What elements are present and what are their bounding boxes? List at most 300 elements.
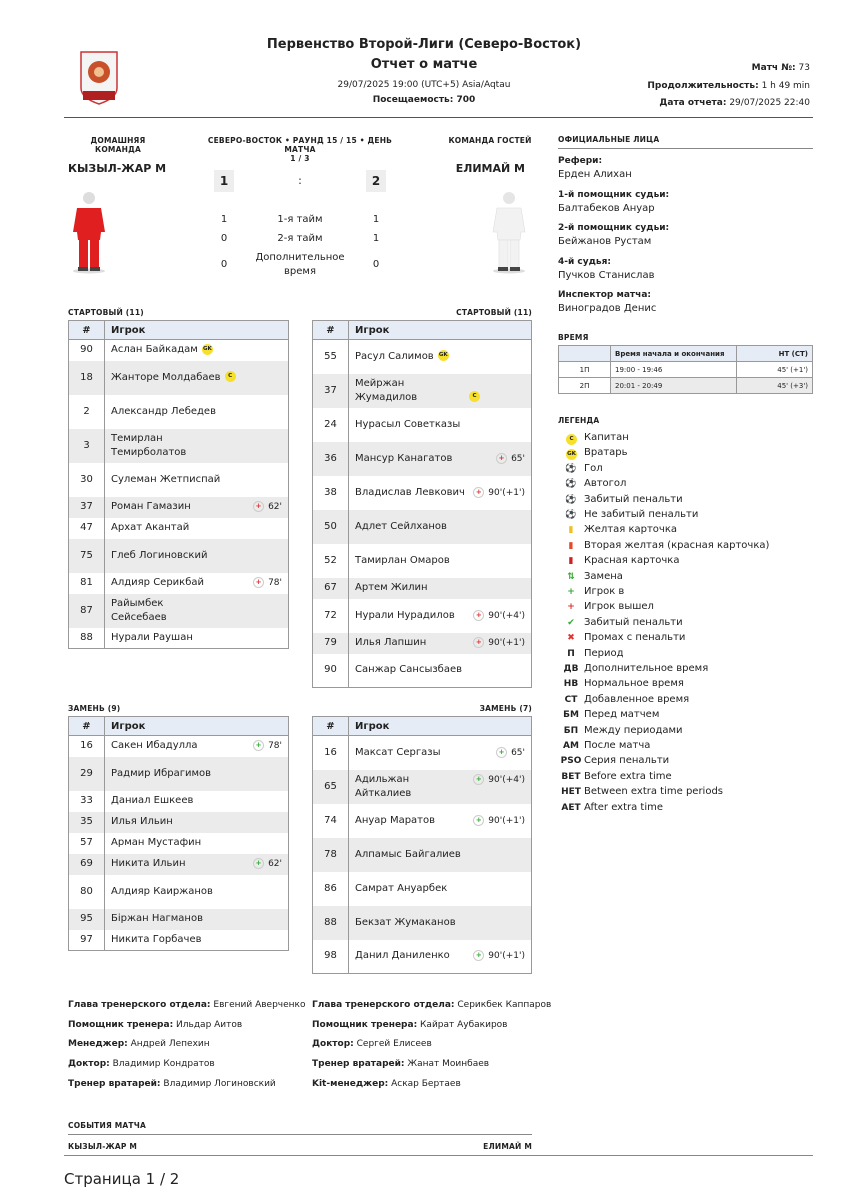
player-name: Никита Ильин [111,858,186,869]
legend-label: Вратарь [584,447,628,459]
player-number: 38 [313,476,349,510]
legend-item [560,492,683,507]
extra-time-abbr: ДВ [563,664,579,674]
staff-entry [312,1000,551,1020]
legend-label: Желтая карточка [584,524,677,536]
staff-role: Доктор: [68,1059,110,1070]
player-number: 52 [313,544,349,578]
legend-item [560,553,679,568]
player-name: Мансур Канагатов [355,452,453,464]
events-divider [68,1134,532,1135]
sub-in-event [253,857,282,871]
player-number: 90 [69,340,105,361]
legend-title: ЛЕГЕНДА [558,416,600,425]
player-cell [105,854,289,875]
player-name: Нурасыл Советказы [355,418,461,430]
legend-label: Серия пенальти [584,755,670,767]
player-number: 87 [69,594,105,628]
period-away-score: 1 [372,214,380,225]
official-entry [558,156,669,190]
page-number: Страница 1 / 2 [64,1170,180,1188]
sub-out-event [496,452,525,466]
legend-item [560,784,723,799]
staff-entry [68,1059,305,1079]
sub-minute: 90'(+4') [488,774,525,785]
player-number: 67 [313,578,349,599]
goalkeeper-icon: GK [438,350,449,361]
player-number: 2 [69,395,105,429]
sub-out-event [253,576,282,590]
player-row [313,476,532,510]
legend-label: Не забитый пенальти [584,509,699,520]
staff-name: Владимир Логиновский [163,1078,276,1089]
player-row [313,770,532,804]
sub-minute: 65' [511,747,525,758]
period-abbr: П [567,648,575,659]
player-cell [349,442,532,476]
player-row [313,906,532,940]
officials-title: ОФИЦИАЛЬНЫЕ ЛИЦА [558,135,660,144]
player-cell [105,628,289,649]
penalty-scored-icon: ✔ [567,617,575,628]
legend-item [560,769,672,784]
time-ht: 45' (+3') [737,378,813,394]
player-row [69,463,289,497]
player-cell [349,633,532,654]
between-periods-abbr: БП [563,725,579,736]
player-cell [105,539,289,573]
home-team-name: КЫЗЫЛ-ЖАР М [68,162,167,175]
player-cell [349,940,532,974]
player-name: Адлет Сейлханов [355,520,447,532]
player-cell [349,838,532,872]
player-name: Илья Ильин [111,816,173,827]
player-name: Аслан Байкадам [111,344,198,356]
period-home-score: 1 [220,214,228,225]
staff-role: Глава тренерского отдела: [68,1000,211,1010]
player-name: Бекзат Жумаканов [355,916,456,928]
legend-label: Красная карточка [584,555,680,567]
legend-label: Дополнительное время [584,663,709,674]
player-number: 37 [69,497,105,518]
sub-out-event [473,486,525,500]
player-out-icon: + [253,501,264,512]
player-row [69,573,289,594]
official-name: Балтабеков Ануар [558,202,655,214]
added-time-abbr: СТ [564,694,578,705]
col-num: # [69,717,105,736]
player-name: Артем Жилин [355,582,428,593]
home-starting-table [68,320,289,649]
player-row [69,854,289,875]
player-cell [105,812,289,833]
player-cell [105,736,289,757]
staff-entry [68,1020,305,1040]
player-number: 69 [69,854,105,875]
player-number: 36 [313,442,349,476]
het-abbr: HET [561,787,581,798]
player-in-icon: + [496,747,507,758]
round-info: СЕВЕРО-ВОСТОК • РАУНД 15 / 15 • ДЕНЬ МАТЧА 1 / 3 [207,136,393,163]
legend-label: Забитый пенальти [584,616,683,628]
sub-in-event [473,949,525,963]
away-score: 2 [366,170,386,192]
player-row [69,930,289,951]
officials-divider [558,148,813,149]
legend-item [560,630,685,645]
player-row [69,594,289,628]
score-separator: : [298,174,302,187]
player-name: Санжар Сансызбаев [355,664,463,676]
staff-entry [312,1059,551,1079]
period-label: 1-я тайм [277,214,323,225]
player-cell [105,757,289,791]
legend-item [560,707,659,722]
player-number: 88 [313,906,349,940]
col-player: Игрок [105,717,289,736]
official-role: Рефери: [558,156,603,166]
sub-in-event [253,739,282,753]
yellow-card-icon: ▮ [568,525,574,536]
player-row [69,497,289,518]
staff-entry [68,1039,305,1059]
player-out-icon: + [473,637,484,648]
player-row [313,599,532,633]
staff-role: Kit-менеджер: [312,1078,389,1089]
staff-name: Кайрат Аубакиров [420,1019,508,1030]
legend-label: Гол [584,462,603,474]
player-in-icon: + [253,740,264,751]
player-out-icon: + [567,602,575,613]
sub-minute: 62' [268,859,282,869]
player-cell [105,497,289,518]
player-row [313,838,532,872]
period-label: Дополнительное время [255,252,345,277]
away-subs-table [312,716,532,974]
staff-entry [68,1000,305,1020]
player-cell [349,872,532,906]
col-time: Время начала и окончания [611,346,737,362]
player-row [69,909,289,930]
legend-item [560,522,677,537]
player-row [313,736,532,770]
normal-time-abbr: НВ [563,679,579,690]
player-name: Даниал Ешкеев [111,795,194,806]
player-number: 18 [69,361,105,395]
player-cell [105,361,289,395]
events-title: СОБЫТИЯ МАТЧА [68,1121,146,1130]
time-title: ВРЕМЯ [558,333,589,342]
legend-label: Автогол [584,478,627,490]
period-away-score: 0 [372,259,380,270]
player-in-icon: + [473,815,484,826]
player-cell [349,736,532,770]
player-number: 24 [313,408,349,442]
home-staff [68,1000,305,1098]
legend-label: Забитый пенальти [584,493,683,505]
player-number: 3 [69,429,105,463]
player-cell [105,594,289,628]
col-num: # [69,321,105,340]
player-cell [105,833,289,854]
player-out-icon: + [253,577,264,588]
legend-label: Игрок вышел [584,601,654,613]
player-number: 90 [313,654,349,688]
match-datetime: 29/07/2025 19:00 (UTC+5) Asia/Aqtau [337,80,511,90]
player-cell [349,770,532,804]
player-in-icon: + [567,587,575,597]
player-number: 37 [313,374,349,408]
legend-label: Промах с пенальти [584,632,686,644]
player-number: 47 [69,518,105,539]
official-name: Виноградов Денис [558,303,657,314]
player-name: Нурали Нурадилов [355,609,455,621]
player-name: Алпамыс Байгалиев [355,848,461,860]
player-cell [349,906,532,940]
legend-item [560,430,629,445]
time-period: 1П [559,362,611,378]
legend-item [560,692,689,707]
away-starting-table [312,320,532,688]
sub-minute: 62' [268,502,282,512]
official-entry [558,223,669,257]
player-number: 98 [313,940,349,974]
away-kit [488,188,530,278]
legend-label: Между периодами [584,724,683,736]
col-num: # [313,717,349,736]
staff-name: Евгений Аверченко [213,1000,306,1010]
legend-item [560,476,626,491]
captain-icon: C [225,371,236,382]
staff-role: Тренер вратарей: [68,1078,161,1089]
player-number: 57 [69,833,105,854]
player-in-icon: + [253,858,264,869]
sub-minute: 65' [511,453,525,464]
match-duration: Продолжительность: 1 h 49 min [647,81,810,91]
player-row [69,812,289,833]
player-row [313,654,532,688]
player-cell [349,340,532,374]
player-name: Сакен Ибадулла [111,740,198,752]
player-name: Никита Горбачев [111,933,202,945]
events-home-team: КЫЗЫЛ-ЖАР М [68,1142,138,1151]
legend-label: Before extra time [584,770,672,782]
home-subs-label: ЗАМЕНЬ (9) [68,704,121,713]
sub-in-event [473,773,525,787]
sub-minute: 90'(+1') [488,487,525,498]
player-name: Расул Салимов [355,350,434,362]
official-role: Инспектор матча: [558,290,651,300]
staff-entry [312,1039,551,1059]
staff-entry [68,1079,305,1099]
player-name: Архат Акантай [111,522,190,533]
sub-minute: 90'(+1') [488,951,525,962]
legend-label: After extra time [584,801,664,813]
player-number: 35 [69,812,105,833]
player-number: 50 [313,510,349,544]
player-name: Алдияр Каиржанов [111,885,213,897]
player-row [69,875,289,909]
legend-item [560,538,769,553]
player-row [69,628,289,649]
player-cell [105,340,289,361]
col-player: Игрок [105,321,289,340]
player-cell [105,463,289,497]
player-number: 79 [313,633,349,654]
officials-list [558,156,669,324]
player-number: 55 [313,340,349,374]
staff-role: Помощник тренера: [312,1019,418,1030]
player-row [69,791,289,812]
goal-icon: ⚽ [565,463,577,474]
player-row [69,395,289,429]
legend-label: Вторая желтая (красная карточка) [584,539,770,551]
player-number: 86 [313,872,349,906]
player-row [313,510,532,544]
penalty-goal-icon: ⚽ [565,494,577,505]
player-cell [105,573,289,594]
official-role: 2-й помощник судьи: [558,223,670,233]
player-cell [349,578,532,599]
away-team-name: ЕЛИМАЙ М [455,162,525,175]
player-row [69,518,289,539]
player-number: 75 [69,539,105,573]
goalkeeper-icon: GK [202,344,213,355]
player-name: Роман Гамазин [111,501,191,512]
goalkeeper-icon: GK [566,449,577,460]
player-name: Темирлан Темирболатов [111,432,187,458]
col-player: Игрок [349,717,532,736]
home-team-label: ДОМАШНЯЯ КОМАНДА [90,136,146,154]
player-cell [105,518,289,539]
second-yellow-icon: ▮ [568,540,574,551]
player-name: Райымбек Сейсебаев [111,597,167,623]
sub-minute: 90'(+4') [488,610,525,621]
player-cell [105,429,289,463]
player-row [313,872,532,906]
player-number: 33 [69,791,105,812]
official-entry [558,290,669,324]
sub-minute: 90'(+1') [488,815,525,826]
player-number: 29 [69,757,105,791]
player-name: Нурали Раушан [111,631,193,643]
before-match-abbr: БМ [563,710,579,721]
bet-abbr: BET [561,771,581,782]
official-role: 1-й помощник судьи: [558,189,670,200]
official-role: 4-й судья: [558,256,611,267]
player-row [69,757,289,791]
staff-role: Доктор: [312,1039,354,1050]
staff-name: Аскар Бертаев [391,1078,461,1089]
player-name: Тамирлан Омаров [355,554,450,566]
player-cell [349,804,532,838]
penalty-miss-icon: ✖ [567,633,575,644]
away-subs-label: ЗАМЕНЬ (7) [479,704,532,713]
penalty-missed-icon: ⚽ [565,510,577,520]
report-title: Отчет о матче [370,57,478,72]
player-row [313,940,532,974]
official-name: Бейжанов Рустам [558,236,652,247]
substitution-icon: ⇅ [567,571,575,582]
legend-item [560,507,698,522]
legend-label: Добавленное время [584,693,690,705]
time-table [558,345,813,394]
sub-out-event [473,636,525,650]
staff-entry [312,1079,551,1099]
official-entry [558,190,669,224]
home-starting-label: СТАРТОВЫЙ (11) [68,308,144,317]
period-label: 2-я тайм [277,233,323,244]
sub-minute: 90'(+1') [488,638,525,648]
player-number: 65 [313,770,349,804]
staff-name: Сергей Елисеев [356,1039,432,1050]
player-name: Александр Лебедев [111,405,216,417]
player-row [313,442,532,476]
player-number: 78 [313,838,349,872]
player-row [313,374,532,408]
player-cell [105,395,289,429]
player-name: Біржан Нагманов [111,913,203,924]
player-number: 72 [313,599,349,633]
after-match-abbr: АМ [563,741,579,751]
attendance: Посещаемость: 700 [372,95,476,105]
staff-name: Андрей Лепехин [130,1039,210,1050]
legend-item [560,569,623,584]
away-staff [312,1000,551,1098]
staff-name: Жанат Моинбаев [407,1059,490,1070]
sub-out-event [473,609,525,623]
player-number: 95 [69,909,105,930]
legend-item [560,753,669,768]
captain-icon: C [566,434,577,445]
match-number: Матч №: 73 [751,63,810,73]
col-player: Игрок [349,321,532,340]
player-number: 16 [313,736,349,770]
player-row [313,340,532,374]
sub-out-event [253,500,282,514]
player-row [313,633,532,654]
header-divider [64,117,813,118]
player-row [313,578,532,599]
player-name: Глеб Логиновский [111,549,208,561]
staff-role: Тренер вратарей: [312,1059,405,1070]
legend-item [560,615,683,630]
official-name: Ерден Алихан [558,169,632,180]
player-name: Алдияр Серикбай [111,577,205,588]
official-entry [558,257,669,291]
legend-item [560,723,683,738]
player-out-icon: + [473,610,484,621]
player-row [69,539,289,573]
report-date: Дата отчета: 29/07/2025 22:40 [659,98,810,108]
home-subs-table [68,716,289,951]
player-row [313,804,532,838]
player-name: Адильжан Айткалиев [355,773,412,799]
official-name: Пучков Станислав [558,269,655,281]
player-number: 81 [69,573,105,594]
legend-label: После матча [584,740,651,751]
player-name: Ануар Маратов [355,814,436,826]
away-team-label: КОМАНДА ГОСТЕЙ [448,136,532,145]
footer-divider [64,1155,813,1156]
player-row [69,736,289,757]
player-name: Самрат Ануарбек [355,882,448,894]
staff-role: Менеджер: [68,1039,128,1050]
time-ht: 45' (+1') [737,362,813,378]
player-cell [105,791,289,812]
legend-item [560,584,624,599]
sub-in-event [473,814,525,828]
